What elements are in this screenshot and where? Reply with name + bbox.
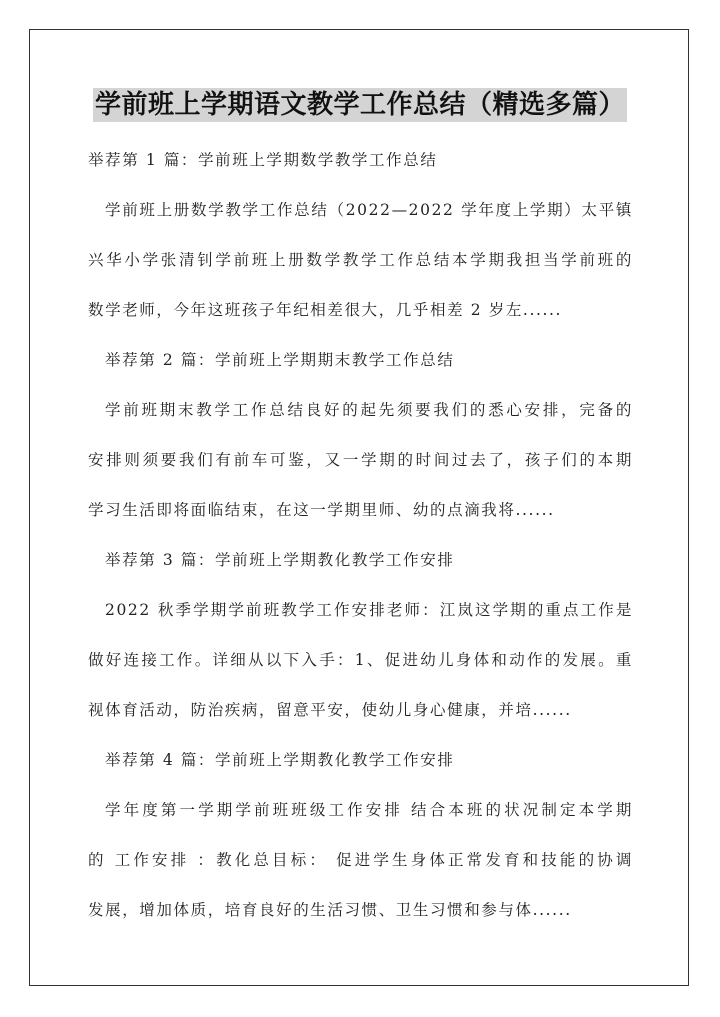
text-line: 安排则须要我们有前车可鉴，又一学期的时间过去了，孩子们的本期: [88, 451, 633, 469]
title-container: [0, 88, 720, 122]
text-line: 举荐第 1 篇：学前班上学期数学教学工作总结: [88, 151, 438, 169]
text-line: 学习生活即将面临结束，在这一学期里师、幼的点滴我将......: [88, 501, 555, 519]
text-line: 学年度第一学期学前班班级工作安排 结合本班的状况制定本学期: [105, 801, 633, 819]
text-line: 2022 秋季学期学前班教学工作安排老师：江岚这学期的重点工作是: [105, 601, 633, 619]
text-line: 发展，增加体质，培育良好的生活习惯、卫生习惯和参与体......: [88, 901, 572, 919]
text-line: 学前班期末教学工作总结良好的起先须要我们的悉心安排，完备的: [105, 401, 633, 419]
document-title: 学前班上学期语文教学工作总结（精选多篇）: [94, 90, 625, 120]
text-line: 兴华小学张清钊学前班上册数学教学工作总结本学期我担当学前班的: [88, 251, 633, 269]
text-line: 学前班上册数学教学工作总结（2022—2022 学年度上学期）太平镇: [105, 201, 633, 219]
text-line: 举荐第 2 篇：学前班上学期期末教学工作总结: [105, 351, 455, 369]
text-line: 视体育活动，防治疾病，留意平安，使幼儿身心健康，并培......: [88, 701, 572, 719]
document-body: [88, 150, 633, 950]
text-line: 数学老师，今年这班孩子年纪相差很大，几乎相差 2 岁左......: [88, 301, 563, 319]
text-line: 举荐第 3 篇：学前班上学期教化教学工作安排: [105, 551, 455, 569]
text-line: 做好连接工作。详细从以下入手：1、促进幼儿身体和动作的发展。重: [88, 651, 633, 669]
text-line: 的 工作安排 ：教化总目标： 促进学生身体正常发育和技能的协调: [88, 851, 633, 869]
text-line: 举荐第 4 篇：学前班上学期教化教学工作安排: [105, 751, 455, 769]
